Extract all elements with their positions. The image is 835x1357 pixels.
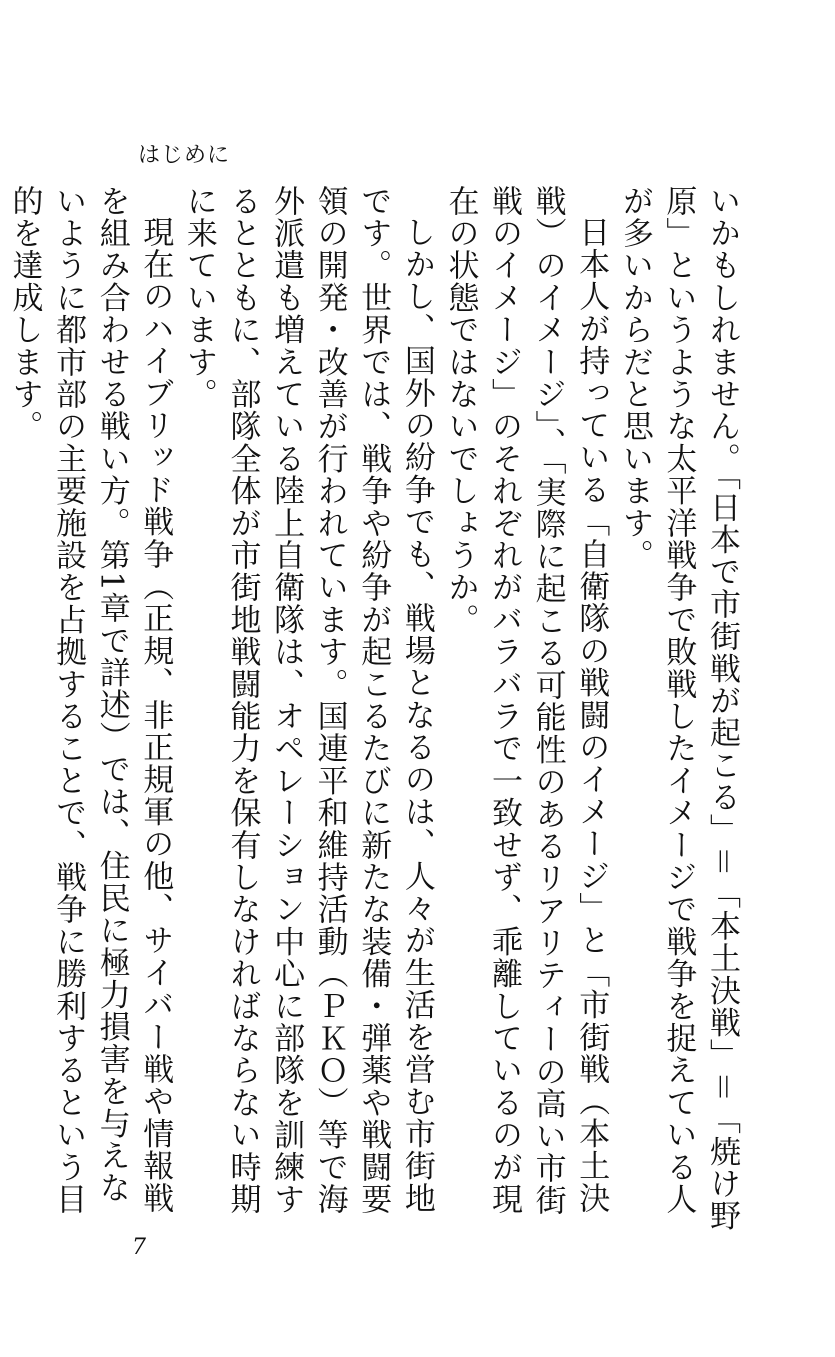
running-head: はじめに [138,143,231,168]
paragraph: いかもしれません。「日本で市街戦が起こる」＝「本土決戦」＝「焼け野原」というような太平洋戦争で敗戦したイメージで戦争を捉えている人が多いからだと思います。 [616,185,740,1233]
body-text [6,185,743,1235]
paragraph: しかし、国外の紛争でも、戦場となるのは、人々が生活を営む市街地です。世界では、戦争や紛争が起こるたびに新たな装備・弾薬や戦闘要領の開発・改善が行われています。国連平和維持活動（ＰＫＯ）等で海外派遣も増えている陸上自衛隊は、オペレーション中心に部隊を訓練するとともに、部隊全体が市街地戦闘能力を保有しなければならない時期に来ています。 [180,185,435,1216]
paragraph: 現在のハイブリッド戦争（正規、非正規軍の他、サイバー戦や情報戦を組み合わせる戦い方。第1章で詳述）では、住民に極力損害を与えないように都市部の主要施設を占拠することで、戦争に勝利するという目的を達成します。 [6,185,174,1216]
paragraph: 日本人が持っている「自衛隊の戦闘のイメージ」と「市街戦（本土決戦）のイメージ」、「実際に起こる可能性のあるリアリティーの高い市街戦のイメージ」のそれぞれがバラバラで一致せず、乖離しているのが現在の状態ではないでしょうか。 [442,185,610,1217]
paragraph [0,185,2,1235]
page-number: 7 [132,1235,146,1260]
